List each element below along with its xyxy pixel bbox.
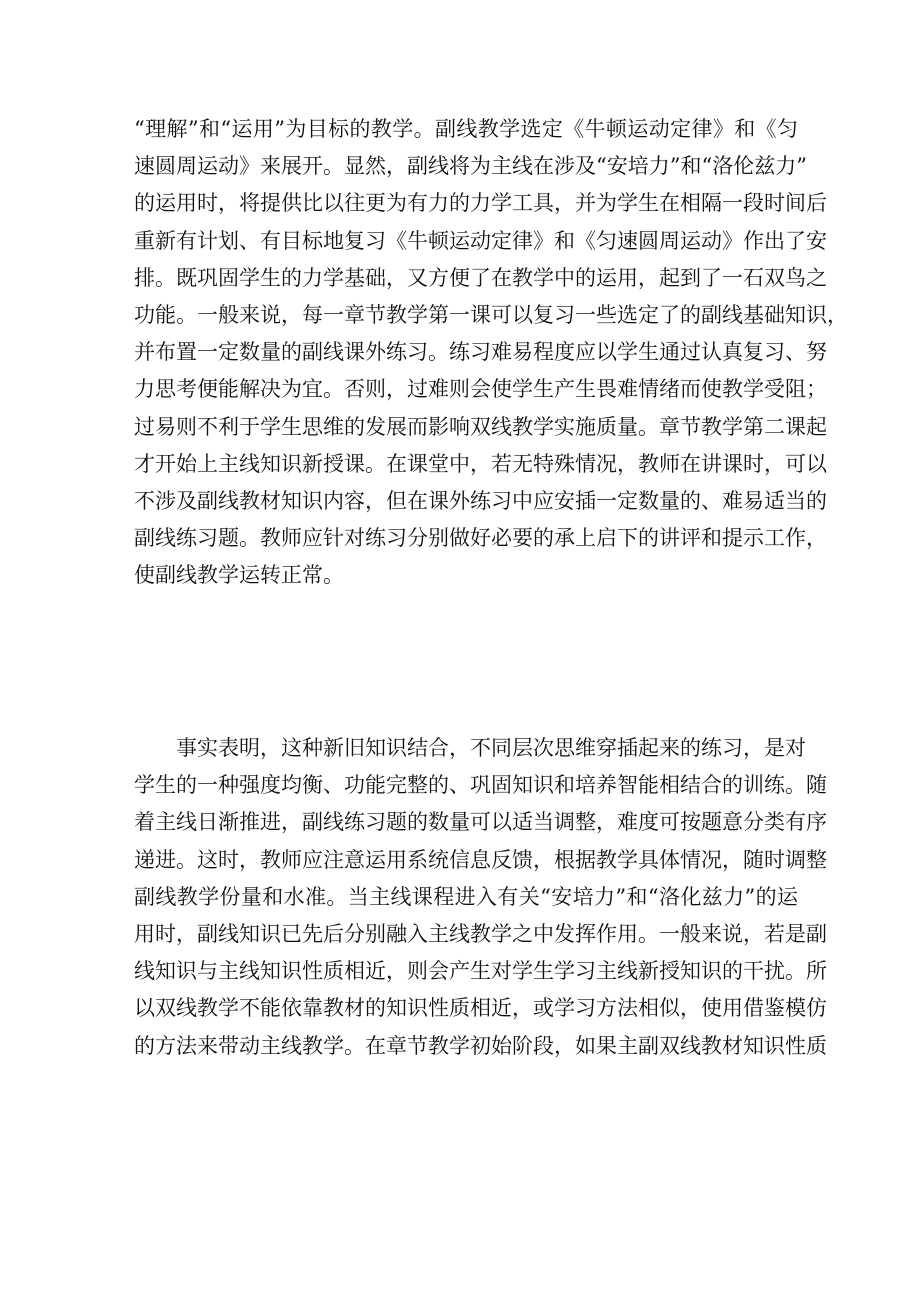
text-line: 递进。这时，教师应注意运用系统信息反馈，根据教学具体情况，随时调整 [134, 847, 827, 872]
text-line: 重新有计划、有目标地复习《牛顿运动定律》和《匀速圆周运动》作出了安 [134, 228, 827, 253]
text-line: 副线教学份量和水准。当主线课程进入有关“安培力”和“洛化兹力”的运 [134, 884, 798, 909]
text-line: 过易则不利于学生思维的发展而影响双线教学实施质量。章节教学第二课起 [134, 414, 827, 439]
text-line: 功能。一般来说，每一章节教学第一课可以复习一些选定了的副线基础知识， [134, 302, 848, 327]
text-line: 的方法来带动主线教学。在章节教学初始阶段，如果主副双线教材知识性质 [134, 1033, 827, 1058]
text-line: 线知识与主线知识性质相近，则会产生对学生学习主线新授知识的干扰。所 [134, 959, 827, 984]
text-line: 事实表明，这种新旧知识结合，不同层次思维穿插起来的练习，是对 [176, 736, 806, 760]
text-line: 力思考便能解决为宜。否则，过难则会使学生产生畏难情绪而使教学受阻； [134, 377, 827, 402]
text-line: 学生的一种强度均衡、功能完整的、巩固知识和培养智能相结合的训练。随 [134, 773, 827, 798]
text-line: 排。既巩固学生的力学基础，又方便了在教学中的运用，起到了一石双鸟之 [134, 265, 827, 290]
text-line: 不涉及副线教材知识内容，但在课外练习中应安插一定数量的、难易适当的 [134, 488, 827, 513]
text-line: 着主线日渐推进，副线练习题的数量可以适当调整，难度可按题意分类有序 [134, 810, 827, 835]
text-line: 并布置一定数量的副线课外练习。练习难易程度应以学生通过认真复习、努 [134, 340, 827, 365]
text-line: 使副线教学运转正常。 [134, 563, 344, 588]
text-line: 用时，副线知识已先后分别融入主线教学之中发挥作用。一般来说，若是副 [134, 921, 827, 946]
paragraph-2 [134, 730, 827, 1065]
text-line: 以双线教学不能依靠教材的知识性质相近，或学习方法相似，使用借鉴模仿 [134, 996, 827, 1021]
text-line: 速圆周运动》来展开。显然，副线将为主线在涉及“安培力”和“洛伦兹力” [134, 154, 807, 179]
text-line: 才开始上主线知识新授课。在课堂中，若无特殊情况，教师在讲课时，可以 [134, 451, 827, 476]
text-line: 副线练习题。教师应针对练习分别做好必要的承上启下的讲评和提示工作， [134, 526, 827, 551]
paragraph-1 [134, 111, 848, 594]
text-line: “理解”和“运用”为目标的教学。副线教学选定《牛顿运动定律》和《匀 [134, 117, 798, 141]
text-line: 的运用时，将提供比以往更为有力的力学工具，并为学生在相隔一段时间后 [134, 191, 827, 216]
